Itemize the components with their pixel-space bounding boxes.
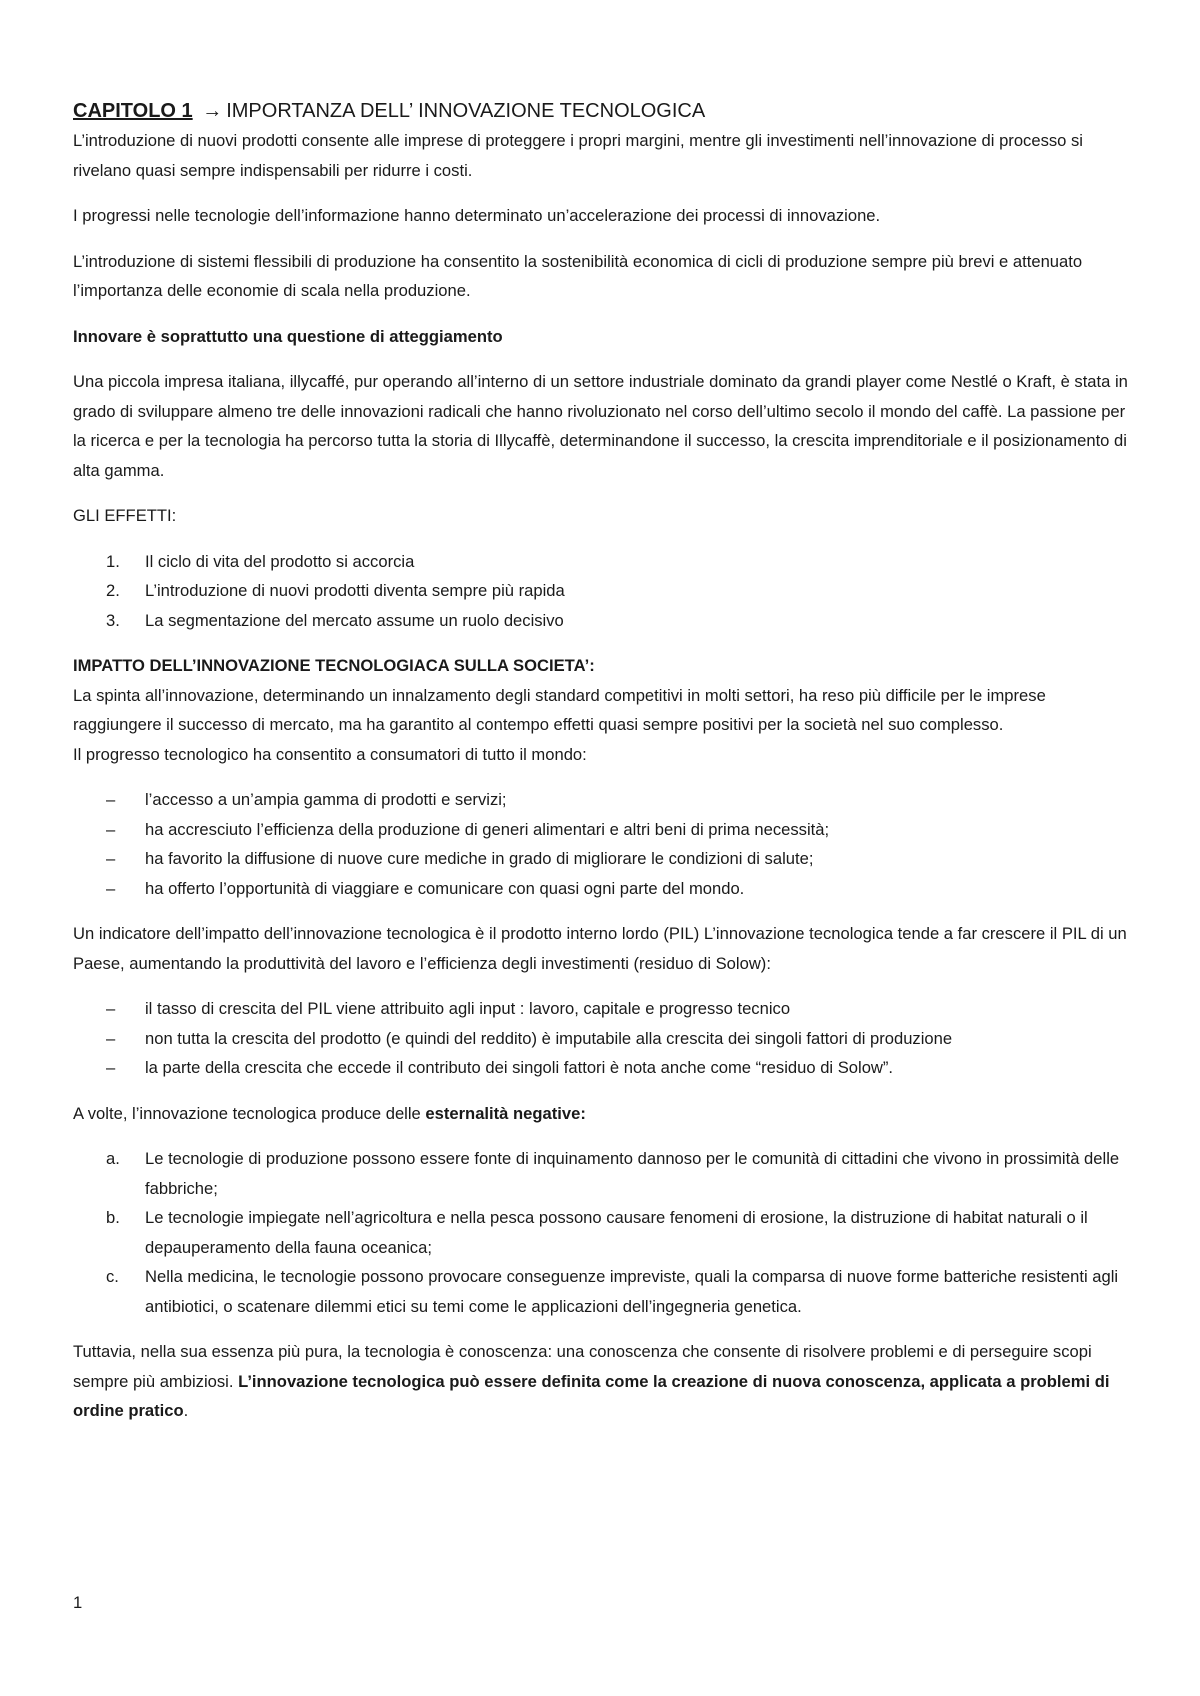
- heading-attitude: Innovare è soprattutto una questione di atteggiamento: [73, 326, 503, 346]
- list-item: [73, 1053, 1133, 1083]
- dash-marker: –: [106, 790, 116, 809]
- list-item: [73, 994, 1133, 1024]
- definition-intro-text: Tuttavia, nella sua essenza più pura, la tecnologia è conoscenza: una conoscenza che consente di risolvere problemi e di perseguire scopi sempre più ambiziosi.: [73, 1342, 1092, 1391]
- list-marker: 3.: [106, 610, 120, 630]
- dash-marker: –: [106, 819, 116, 839]
- list-item: [73, 785, 1133, 815]
- chapter-label: CAPITOLO 1: [73, 100, 193, 122]
- list-item: [73, 547, 1133, 577]
- list-item: [73, 1203, 1133, 1262]
- list-item: [73, 815, 1133, 845]
- heading-impact-society: IMPATTO DELL’INNOVAZIONE TECNOLOGIACA SULLA SOCIETA’:: [73, 656, 595, 675]
- solow-list: [73, 994, 1133, 1083]
- paragraph-new-products: L’introduzione di nuovi prodotti consente alle imprese di proteggere i propri margini, mentre gli investimenti nell’innovazione di processo si rivelano quasi sempre indispensabili per ridurre i costi.: [73, 131, 1083, 180]
- list-item-text: il tasso di crescita del PIL viene attribuito agli input : lavoro, capitale e progresso tecnico: [145, 999, 791, 1018]
- list-item-text: ha favorito la diffusione di nuove cure mediche in grado di migliorare le condizioni di salute;: [145, 849, 814, 868]
- paragraph-illycaffe: Una piccola impresa italiana, illycaffé, pur operando all’interno di un settore industriale dominato da grandi player come Nestlé o Kraft, è stata in grado di sviluppare almeno tre delle innovazioni radicali che hanno rivoluzionato nel corso dell’ultimo secolo il mondo del caffè. La passione per la ricerca e per la tecnologia ha percorso tutta la storia di Illycaffè, determinandone il successo, la crescita imprenditoriale e il posizionamento di alta gamma.: [73, 372, 1128, 480]
- list-item-text: Il ciclo di vita del prodotto si accorcia: [145, 551, 415, 571]
- list-item-text: Le tecnologie di produzione possono essere fonte di inquinamento dannoso per le comunità di cittadini che vivono in prossimità delle fabbriche;: [145, 1149, 1120, 1198]
- list-item-text: non tutta la crescita del prodotto (e quindi del reddito) è imputabile alla crescita dei singoli fattori di produzione: [145, 1028, 953, 1048]
- right-arrow-icon: →: [202, 100, 223, 122]
- externalities-list: [73, 1144, 1133, 1321]
- list-marker: 2.: [106, 581, 120, 600]
- effects-list: [73, 547, 1133, 636]
- list-item-text: L’introduzione di nuovi prodotti diventa sempre più rapida: [145, 581, 565, 600]
- paragraph-flexible-systems: L’introduzione di sistemi flessibili di produzione ha consentito la sostenibilità economica di cicli di produzione sempre più brevi e attenuato l’importanza delle economie di scala nella produzione.: [73, 251, 1083, 300]
- list-item-text: La segmentazione del mercato assume un ruolo decisivo: [145, 610, 564, 630]
- list-item: [73, 606, 1133, 636]
- list-item: [73, 1144, 1133, 1203]
- list-item-text: ha accresciuto l’efficienza della produzione di generi alimentari e altri beni di prima necessità;: [145, 819, 830, 839]
- chapter-title-text: IMPORTANZA DELL’ INNOVAZIONE TECNOLOGICA: [226, 100, 706, 122]
- list-item: [73, 1024, 1133, 1054]
- dash-marker: –: [106, 999, 116, 1018]
- dash-marker: –: [106, 849, 116, 868]
- externalities-intro-text: A volte, l’innovazione tecnologica produce delle: [73, 1103, 426, 1123]
- paragraph-externalities-intro: [73, 1099, 1133, 1129]
- list-marker: a.: [106, 1149, 120, 1168]
- dash-marker: –: [106, 1058, 116, 1077]
- list-item-text: Le tecnologie impiegate nell’agricoltura e nella pesca possono causare fenomeni di erosione, la distruzione di habitat naturali o il depauperamento della fauna oceanica;: [145, 1208, 1088, 1257]
- consumer-benefits-list: [73, 785, 1133, 903]
- page-number: 1: [73, 1593, 83, 1612]
- paragraph-pil-indicator: Un indicatore dell’impatto dell’innovazione tecnologica è il prodotto interno lordo (PIL) L’innovazione tecnologica tende a far crescere il PIL di un Paese, aumentando la produttività del lavoro e l’efficienza degli investimenti (residuo di Solow):: [73, 924, 1127, 973]
- list-item-text: la parte della crescita che eccede il contributo dei singoli fattori è nota anche come “residuo di Solow”.: [145, 1058, 894, 1077]
- list-item-text: Nella medicina, le tecnologie possono provocare conseguenze impreviste, quali la comparsa di nuove forme batteriche resistenti agli antibiotici, o scatenare dilemmi etici su temi come le applicazioni dell’ingegneria genetica.: [145, 1267, 1119, 1316]
- list-item: [73, 844, 1133, 874]
- paragraph-consumers-intro: Il progresso tecnologico ha consentito a consumatori di tutto il mondo:: [73, 744, 587, 764]
- list-item-text: ha offerto l’opportunità di viaggiare e comunicare con quasi ogni parte del mondo.: [145, 878, 745, 898]
- paragraph-competitive-push: La spinta all’innovazione, determinando un innalzamento degli standard competitivi in molti settori, ha reso più difficile per le imprese raggiungere il successo di mercato, ma ha garantito al contempo effetti quasi sempre positivi per la società nel suo complesso.: [73, 685, 1046, 734]
- list-marker: c.: [106, 1267, 119, 1286]
- dash-marker: –: [106, 878, 116, 898]
- externalities-term: esternalità negative:: [425, 1103, 586, 1123]
- list-marker: b.: [106, 1208, 120, 1227]
- dash-marker: –: [106, 1028, 116, 1048]
- list-item: [73, 874, 1133, 904]
- list-item: [73, 576, 1133, 606]
- effects-label: GLI EFFETTI:: [73, 506, 177, 525]
- chapter-title: [73, 96, 1133, 126]
- paragraph-information-tech: I progressi nelle tecnologie dell’informazione hanno determinato un’accelerazione dei processi di innovazione.: [73, 206, 881, 225]
- list-marker: 1.: [106, 551, 120, 571]
- list-item: [73, 1262, 1133, 1321]
- page-content: [73, 96, 1133, 1442]
- definition-bold-text: L’innovazione tecnologica può essere definita come la creazione di nuova conoscenza, applicata a problemi di ordine pratico: [73, 1371, 1110, 1420]
- definition-end-text: .: [183, 1401, 189, 1420]
- paragraph-definition: [73, 1337, 1133, 1426]
- list-item-text: l’accesso a un’ampia gamma di prodotti e servizi;: [145, 790, 507, 809]
